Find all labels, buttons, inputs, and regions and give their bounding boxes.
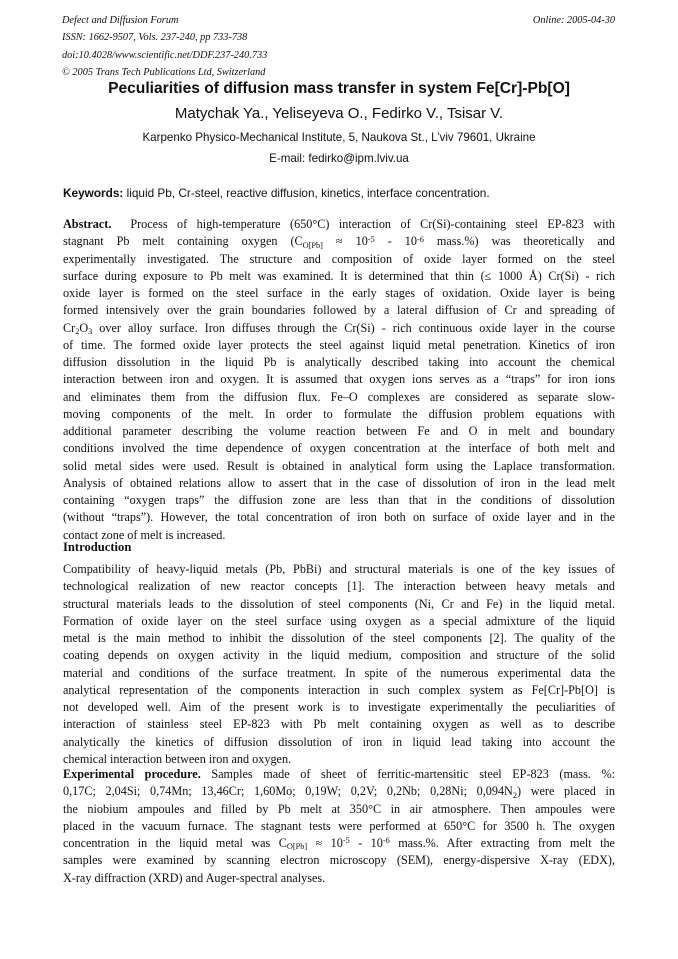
experimental-text: - 10 bbox=[349, 836, 383, 850]
abstract-subscript: 2 bbox=[75, 326, 80, 336]
paper-authors: Matychak Ya., Yeliseyeva O., Fedirko V., Tsisar V. bbox=[174, 105, 504, 122]
abstract-text: Cr bbox=[63, 320, 76, 335]
abstract-line: experimentally investigated. The structure and composition of oxide layer formed on the steel bbox=[63, 251, 615, 266]
experimental-text: 0,17C; 2,04Si; 0,74Mn; 13,46Cr; 1,60Mo; 0,19W; 0,2V; 0,2Nb; 0,28Ni; 0,094N bbox=[63, 784, 513, 799]
experimental-line bbox=[63, 766, 615, 783]
experimental-text: concentration in the liquid metal was C bbox=[63, 836, 287, 850]
abstract-line bbox=[63, 216, 615, 233]
abstract-line bbox=[63, 233, 615, 250]
intro-line: chemical interaction between iron and oxygen. bbox=[63, 751, 292, 766]
abstract-line bbox=[63, 320, 615, 337]
experimental-label: Experimental procedure. bbox=[63, 767, 201, 781]
experimental-line bbox=[63, 783, 615, 800]
intro-line: structural materials leads to the dissolution of steel components (Ni, Cr and Fe) in the liquid metal. bbox=[63, 596, 615, 611]
experimental-subscript: O[Pb] bbox=[286, 842, 308, 852]
keywords-label: Keywords: bbox=[63, 186, 124, 200]
experimental-line: the niobium ampoules and filled by Pb melt at 350°C in air atmosphere. Then ampoules were bbox=[63, 801, 615, 816]
journal-issn: ISSN: 1662-9507, Vols. 237-240, pp 733-738 bbox=[62, 32, 248, 44]
journal-doi: doi:10.4028/www.scientific.net/DDF.237-240.733 bbox=[62, 49, 268, 61]
abstract-line: additional parameter describing the volume reaction between Fe and O in melt and boundary bbox=[63, 424, 615, 438]
abstract-line: contact zone of melt is increased. bbox=[63, 527, 226, 542]
intro-line: interaction of stainless steel EP-823 with Pb melt containing oxygen as well as to describe bbox=[63, 717, 615, 732]
intro-line: analytically the kinetics of diffusion dissolution of iron in liquid lead taking into account the bbox=[63, 734, 615, 749]
paper-title: Peculiarities of diffusion mass transfer in system Fe[Cr]-Pb[O] bbox=[108, 80, 570, 97]
abstract-text: Process of high-temperature (650°C) interaction of Cr(Si)-containing steel EP-823 with bbox=[130, 217, 616, 231]
journal-name: Defect and Diffusion Forum bbox=[62, 15, 179, 26]
abstract-line: oxide layer is formed on the steel surface in the early stages of oxidation. Oxide layer is being bbox=[63, 286, 615, 300]
keywords bbox=[63, 186, 617, 200]
experimental-section bbox=[63, 766, 615, 887]
intro-line: analytical representation of the components interaction in such complex system as Fe[Cr]-Pb[O] is bbox=[63, 682, 615, 697]
abstract-line: formed intensively over the grain boundaries followed by a lateral diffusion of Cr and spreading of bbox=[63, 303, 615, 318]
intro-line: not developed well. Aim of the present work is to investigate experimentally the peculiarities of bbox=[63, 700, 615, 714]
abstract-text: over alloy surface. Iron diffuses through the Cr(Si) - rich continuous oxide layer in the course bbox=[92, 320, 615, 335]
abstract-subscript: 3 bbox=[88, 326, 93, 336]
abstract-section bbox=[63, 216, 615, 544]
abstract-line: containing “oxygen traps” the diffusion zone are less than that in the conditions of dissolution bbox=[63, 493, 615, 507]
abstract-line: conditions involved the time dependence of oxygen concentration at the interface of both melt and bbox=[63, 441, 615, 456]
paper-affiliation: Karpenko Physico-Mechanical Institute, 5, Naukova St., L’viv 79601, Ukraine bbox=[142, 131, 536, 144]
abstract-line: Analysis of obtained relations allow to assert that in the case of dissolution of iron in the lead melt bbox=[63, 475, 615, 490]
abstract-text: mass.%) was theoretically and bbox=[423, 234, 615, 249]
experimental-text: ) were placed in bbox=[517, 784, 615, 799]
abstract-line: solid metal sides were used. Result is obtained in analytical form using the Laplace transformation. bbox=[63, 458, 615, 473]
abstract-line: interaction between iron and oxygen. It is assumed that oxygen ions serves as a “traps” for iron ions bbox=[63, 372, 615, 387]
experimental-line bbox=[63, 835, 615, 852]
abstract-text: ≈ 10 bbox=[322, 234, 368, 249]
abstract-line: and eliminates them from the diffusion flux. Fe–O complexes are considered as separate slow- bbox=[63, 389, 615, 404]
abstract-text: - 10 bbox=[374, 234, 417, 249]
experimental-superscript: -5 bbox=[342, 836, 350, 846]
intro-line: technological realization of new reactor concepts [1]. The interaction between heavy metals and bbox=[63, 579, 615, 594]
intro-line: metal is the main method to inhibit the dissolution of the steel components [2]. The quality of the bbox=[63, 631, 615, 645]
abstract-line: surface during exposure to Pb melt was examined. It is determined that thin (≤ 1000 Å) Cr(Si) - rich bbox=[63, 268, 615, 283]
experimental-text: mass.%. After extracting from melt the bbox=[389, 836, 615, 850]
keywords-text: liquid Pb, Cr-steel, reactive diffusion, kinetics, interface concentration. bbox=[123, 186, 490, 200]
experimental-subscript: 2 bbox=[512, 790, 517, 800]
experimental-superscript: -6 bbox=[382, 836, 390, 846]
introduction-heading: Introduction bbox=[63, 540, 132, 554]
abstract-superscript: -5 bbox=[367, 234, 375, 244]
abstract-label: Abstract. bbox=[63, 217, 112, 231]
abstract-line: moving components of the melt. In order to formulate the diffusion problem equations with bbox=[63, 406, 615, 421]
paper-email: E-mail: fedirko@ipm.lviv.ua bbox=[269, 152, 409, 165]
experimental-text: Samples made of sheet of ferritic-martensitic steel EP-823 (mass. %: bbox=[200, 767, 616, 781]
online-date: Online: 2005-04-30 bbox=[532, 15, 615, 26]
abstract-line: (without “traps”). However, the total concentration of iron both on surface of oxide layer and in the bbox=[63, 510, 615, 525]
abstract-line: diffusion dissolution in the liquid Pb is analytically described taking into account the chemical bbox=[63, 355, 615, 369]
journal-header bbox=[62, 15, 615, 84]
abstract-text: O bbox=[79, 320, 89, 335]
journal-copyright: © 2005 Trans Tech Publications Ltd, Switzerland bbox=[62, 66, 266, 78]
abstract-superscript: -6 bbox=[416, 234, 424, 244]
abstract-line: of time. The formed oxide layer protects the steel against liquid metal penetration. Kinetics of iron bbox=[63, 337, 615, 352]
abstract-text: stagnant Pb melt containing oxygen (C bbox=[63, 234, 303, 249]
experimental-line: samples were examined by scanning electron microscopy (SEM), energy-dispersive X-ray (EDX), bbox=[63, 853, 615, 868]
experimental-line: X-ray diffraction (XRD) and Auger-spectral analyses. bbox=[63, 870, 326, 885]
intro-line: material and conditions of the surface treatment. In spite of the numerous experimental data the bbox=[63, 665, 615, 680]
introduction-section bbox=[63, 561, 615, 768]
experimental-line: placed in the vacuum furnace. The stagnant tests were performed at 650°C for 3500 h. The oxygen bbox=[63, 818, 615, 833]
abstract-subscript: O[Pb] bbox=[302, 240, 323, 250]
intro-line: coating depends on oxygen activity in the liquid medium, composition and structure of the solid bbox=[63, 648, 615, 663]
intro-line: Compatibility of heavy-liquid metals (Pb, PbBi) and structural materials is one of the key issues of bbox=[63, 562, 615, 576]
experimental-text: ≈ 10 bbox=[307, 836, 343, 850]
intro-line: Formation of oxide layer on the steel surface using oxygen as a special admixture of the liquid bbox=[63, 613, 615, 628]
